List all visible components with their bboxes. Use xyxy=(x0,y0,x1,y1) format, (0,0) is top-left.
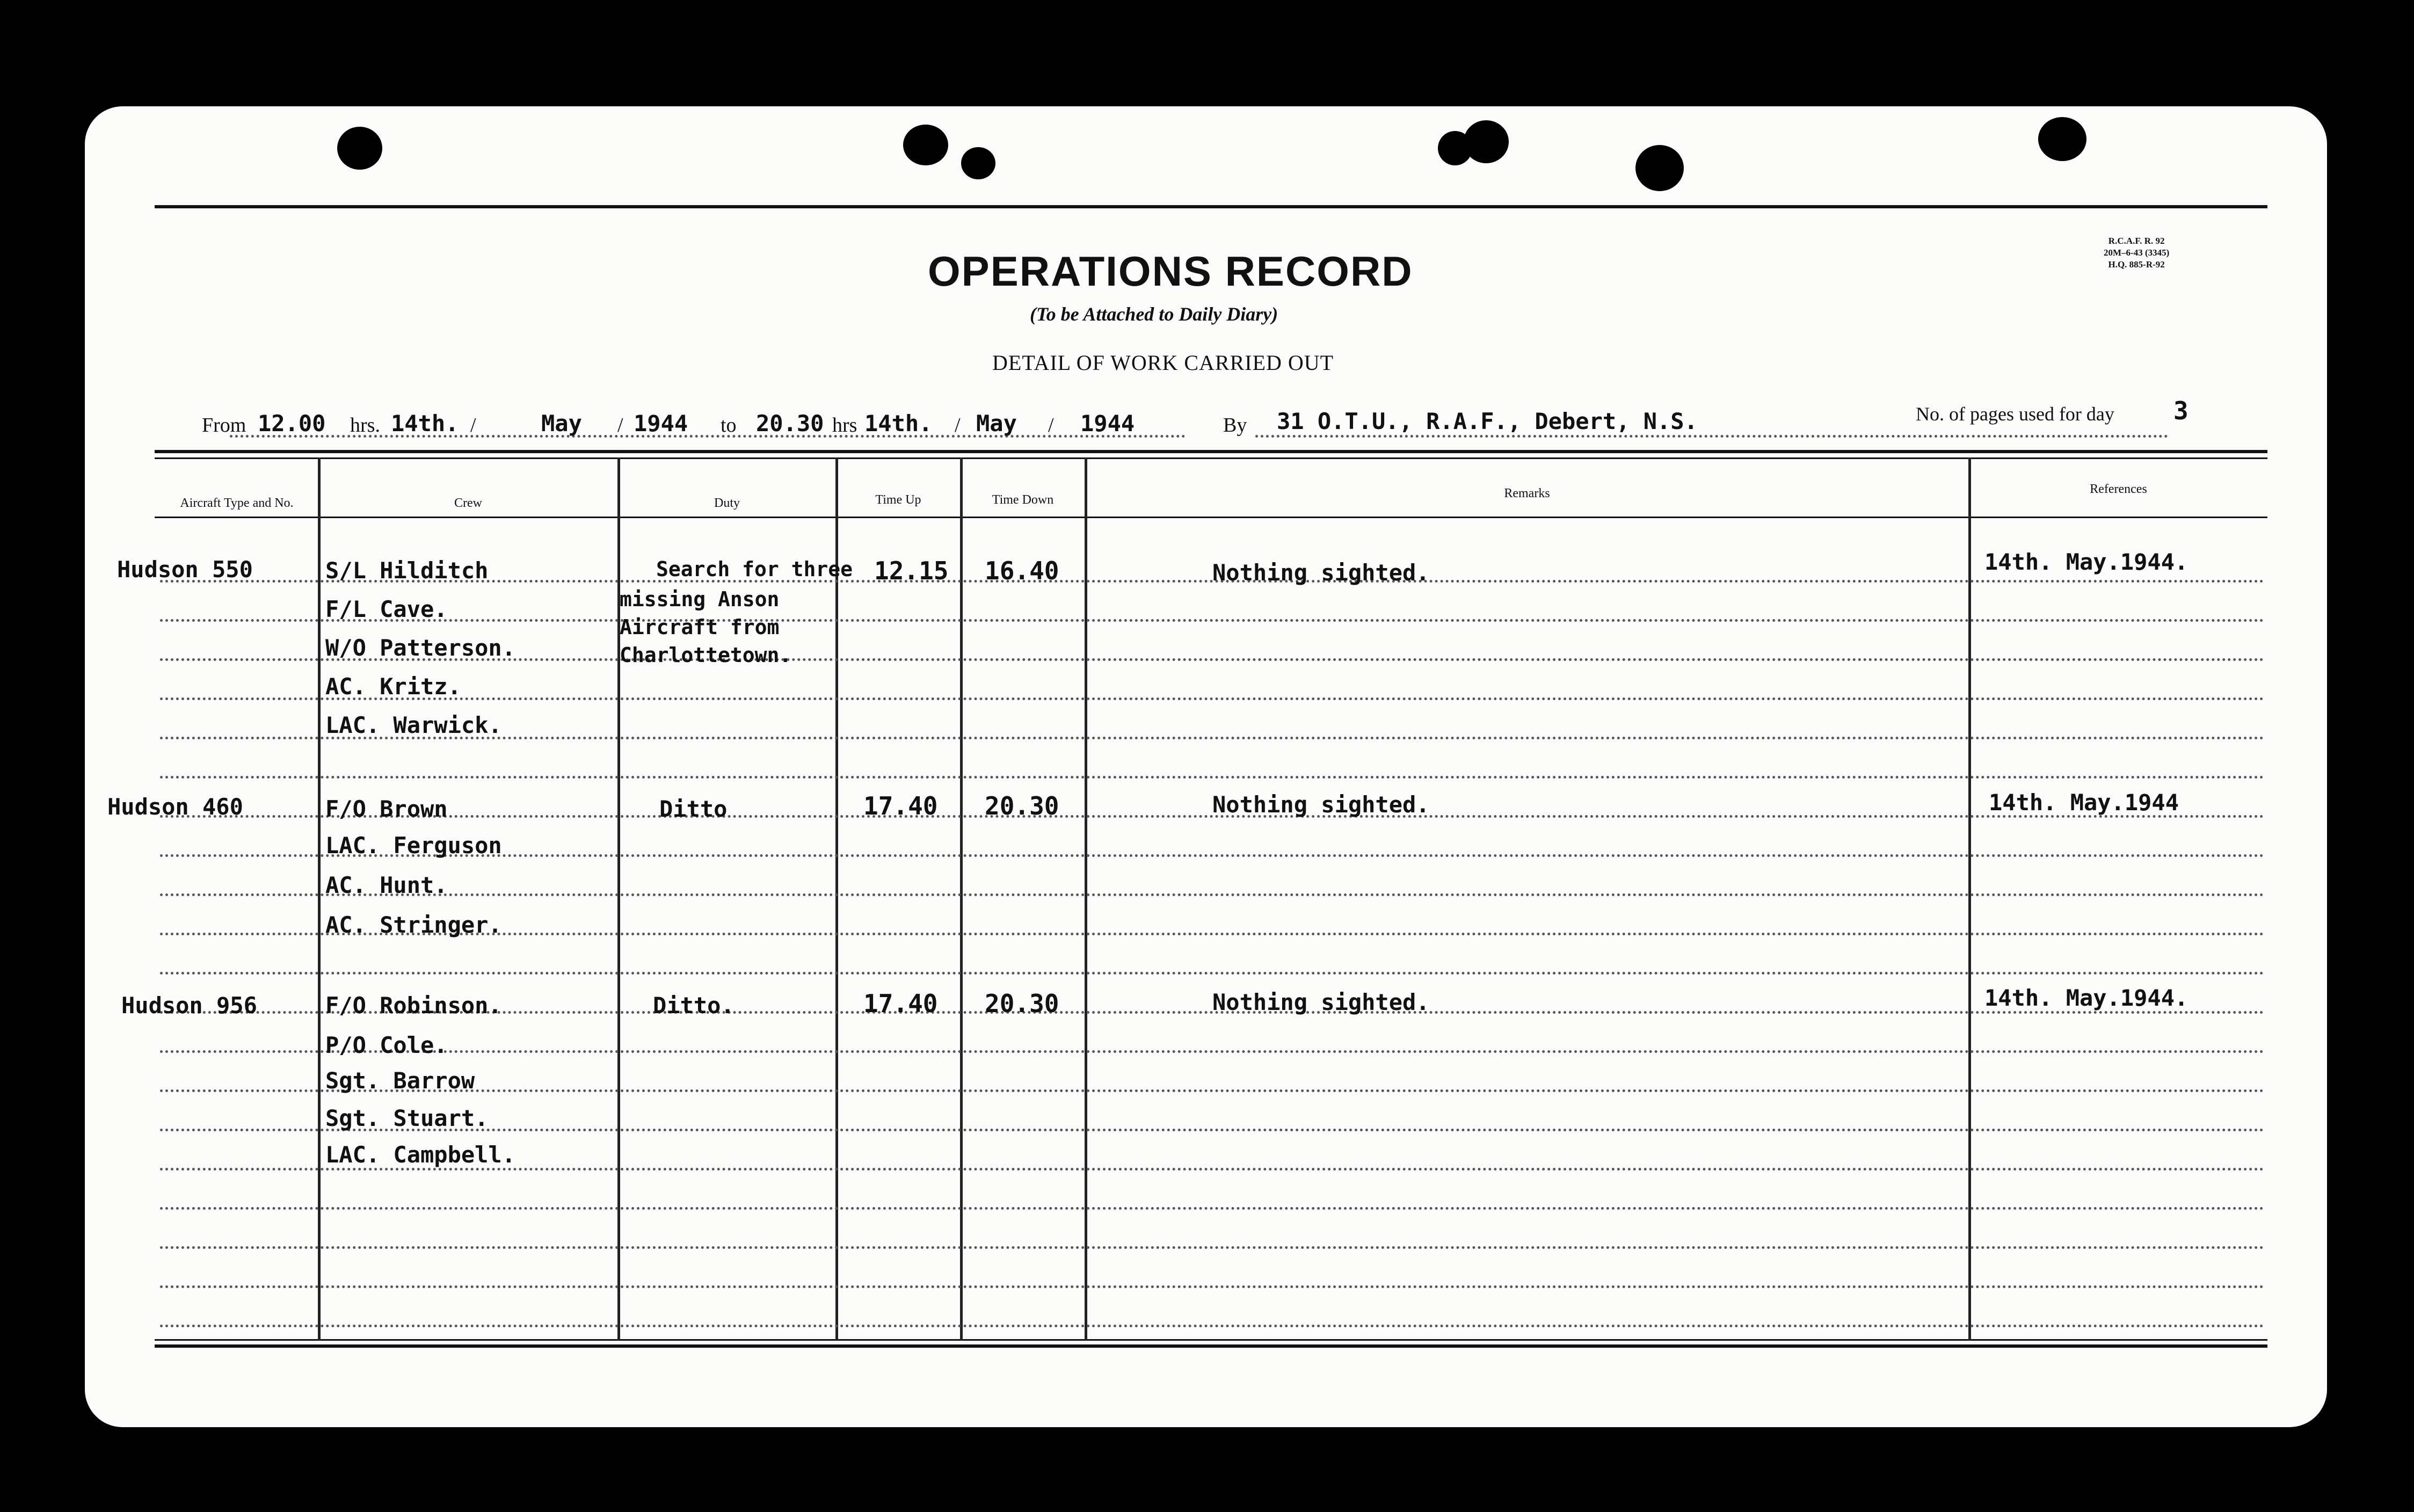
time-down-cell: 20.30 xyxy=(985,791,1059,820)
column-header-time-down: Time Down xyxy=(992,493,1054,507)
date-slash: / xyxy=(1048,414,1054,437)
form-code-line: 20M–6-43 (3345) xyxy=(2104,248,2170,258)
date-slash: / xyxy=(955,414,961,437)
to-year: 1944 xyxy=(1080,410,1135,437)
duty-cell: Ditto xyxy=(659,796,728,822)
crew-cell: Sgt. Stuart. xyxy=(325,1105,489,1131)
time-down-cell: 16.40 xyxy=(985,556,1059,585)
ruled-line xyxy=(160,972,2265,975)
from-day: 14th. xyxy=(391,410,459,437)
date-slash: / xyxy=(470,414,476,437)
ruled-line xyxy=(160,697,2265,700)
reference-cell: 14th. May.1944 xyxy=(1989,789,2179,816)
time-up-cell: 17.40 xyxy=(863,989,938,1018)
date-slash: / xyxy=(617,414,623,437)
crew-cell: P/O Cole. xyxy=(325,1032,448,1058)
time-up-cell: 17.40 xyxy=(863,791,938,820)
to-time: 20.30 xyxy=(756,410,824,437)
page-title: OPERATIONS RECORD xyxy=(928,248,1413,295)
reference-cell: 14th. May.1944. xyxy=(1984,549,2188,575)
table-top-rule xyxy=(155,457,2267,459)
ruled-line xyxy=(160,893,2265,896)
pages-value: 3 xyxy=(2173,396,2188,425)
crew-cell: Sgt. Barrow xyxy=(325,1067,475,1094)
aircraft-cell: Hudson 550 xyxy=(117,556,253,583)
aircraft-cell: Hudson 460 xyxy=(107,794,243,820)
punch-hole xyxy=(961,147,995,179)
column-header-references: References xyxy=(2090,482,2147,496)
by-unit: 31 O.T.U., R.A.F., Debert, N.S. xyxy=(1277,408,1698,434)
ruled-line xyxy=(160,1285,2265,1288)
punch-hole xyxy=(2038,117,2086,161)
remarks-cell: Nothing sighted. xyxy=(1212,559,1430,586)
ruled-line xyxy=(160,1246,2265,1249)
column-header-time-up: Time Up xyxy=(875,493,921,507)
from-year: 1944 xyxy=(634,410,688,437)
duty-cell: Search for three xyxy=(656,557,853,581)
ruled-line xyxy=(160,1207,2265,1210)
form-code-line: R.C.A.F. R. 92 xyxy=(2108,236,2165,246)
duty-cell: Ditto. xyxy=(653,992,735,1019)
duty-cell: Aircraft from xyxy=(620,615,780,639)
ruled-line xyxy=(160,1168,2265,1171)
to-label: to xyxy=(721,414,737,437)
crew-cell: AC. Hunt. xyxy=(325,872,448,898)
column-header-remarks: Remarks xyxy=(1504,486,1550,500)
record-card xyxy=(85,106,2327,1427)
form-code xyxy=(2104,235,2169,271)
crew-cell: AC. Stringer. xyxy=(325,912,502,938)
table-top-rule xyxy=(155,450,2267,453)
duty-cell: Charlottetown. xyxy=(620,643,792,667)
ruled-line xyxy=(160,619,2265,622)
crew-cell: LAC. Campbell. xyxy=(325,1142,516,1168)
hrs-label: hrs. xyxy=(350,414,380,437)
column-header-crew: Crew xyxy=(454,496,482,510)
hrs-label: hrs xyxy=(832,414,857,437)
punch-hole xyxy=(1635,145,1684,191)
pages-label: No. of pages used for day xyxy=(1916,403,2114,425)
crew-cell: AC. Kritz. xyxy=(325,673,461,700)
to-day: 14th. xyxy=(864,410,933,437)
time-up-cell: 12.15 xyxy=(874,556,949,585)
to-month: May xyxy=(976,410,1017,437)
crew-cell: S/L Hilditch xyxy=(325,557,489,584)
from-label: From xyxy=(202,414,246,437)
ruled-line xyxy=(160,1050,2265,1053)
punch-hole xyxy=(1464,120,1509,163)
page-subtitle: (To be Attached to Daily Diary) xyxy=(1030,303,1278,325)
column-header-duty: Duty xyxy=(714,496,740,510)
from-month: May xyxy=(541,410,582,437)
punch-hole xyxy=(337,127,382,170)
aircraft-cell: Hudson 956 xyxy=(121,992,257,1019)
reference-cell: 14th. May.1944. xyxy=(1984,985,2188,1011)
ruled-line xyxy=(160,776,2265,779)
header-underline xyxy=(155,517,2267,518)
top-rule xyxy=(155,205,2267,208)
table-bottom-rule xyxy=(155,1344,2267,1348)
form-code-line: H.Q. 885-R-92 xyxy=(2108,259,2165,270)
ruled-line xyxy=(160,1325,2265,1327)
remarks-cell: Nothing sighted. xyxy=(1212,791,1430,818)
crew-cell: LAC. Warwick. xyxy=(325,712,502,738)
crew-cell: F/O Brown xyxy=(325,796,448,822)
remarks-cell: Nothing sighted. xyxy=(1212,989,1430,1015)
time-down-cell: 20.30 xyxy=(985,989,1059,1018)
from-time: 12.00 xyxy=(258,410,326,437)
table-bottom-rule xyxy=(155,1339,2267,1341)
crew-cell: F/O Robinson. xyxy=(325,992,502,1019)
ruled-line xyxy=(160,1089,2265,1092)
crew-cell: F/L Cave. xyxy=(325,596,448,622)
crew-cell: LAC. Ferguson xyxy=(325,832,502,859)
column-header-aircraft: Aircraft Type and No. xyxy=(180,496,294,510)
crew-cell: W/O Patterson. xyxy=(325,635,516,661)
by-label: By xyxy=(1223,414,1247,437)
duty-cell: missing Anson xyxy=(620,587,780,611)
detail-heading: DETAIL OF WORK CARRIED OUT xyxy=(992,351,1334,375)
punch-hole xyxy=(903,125,948,165)
